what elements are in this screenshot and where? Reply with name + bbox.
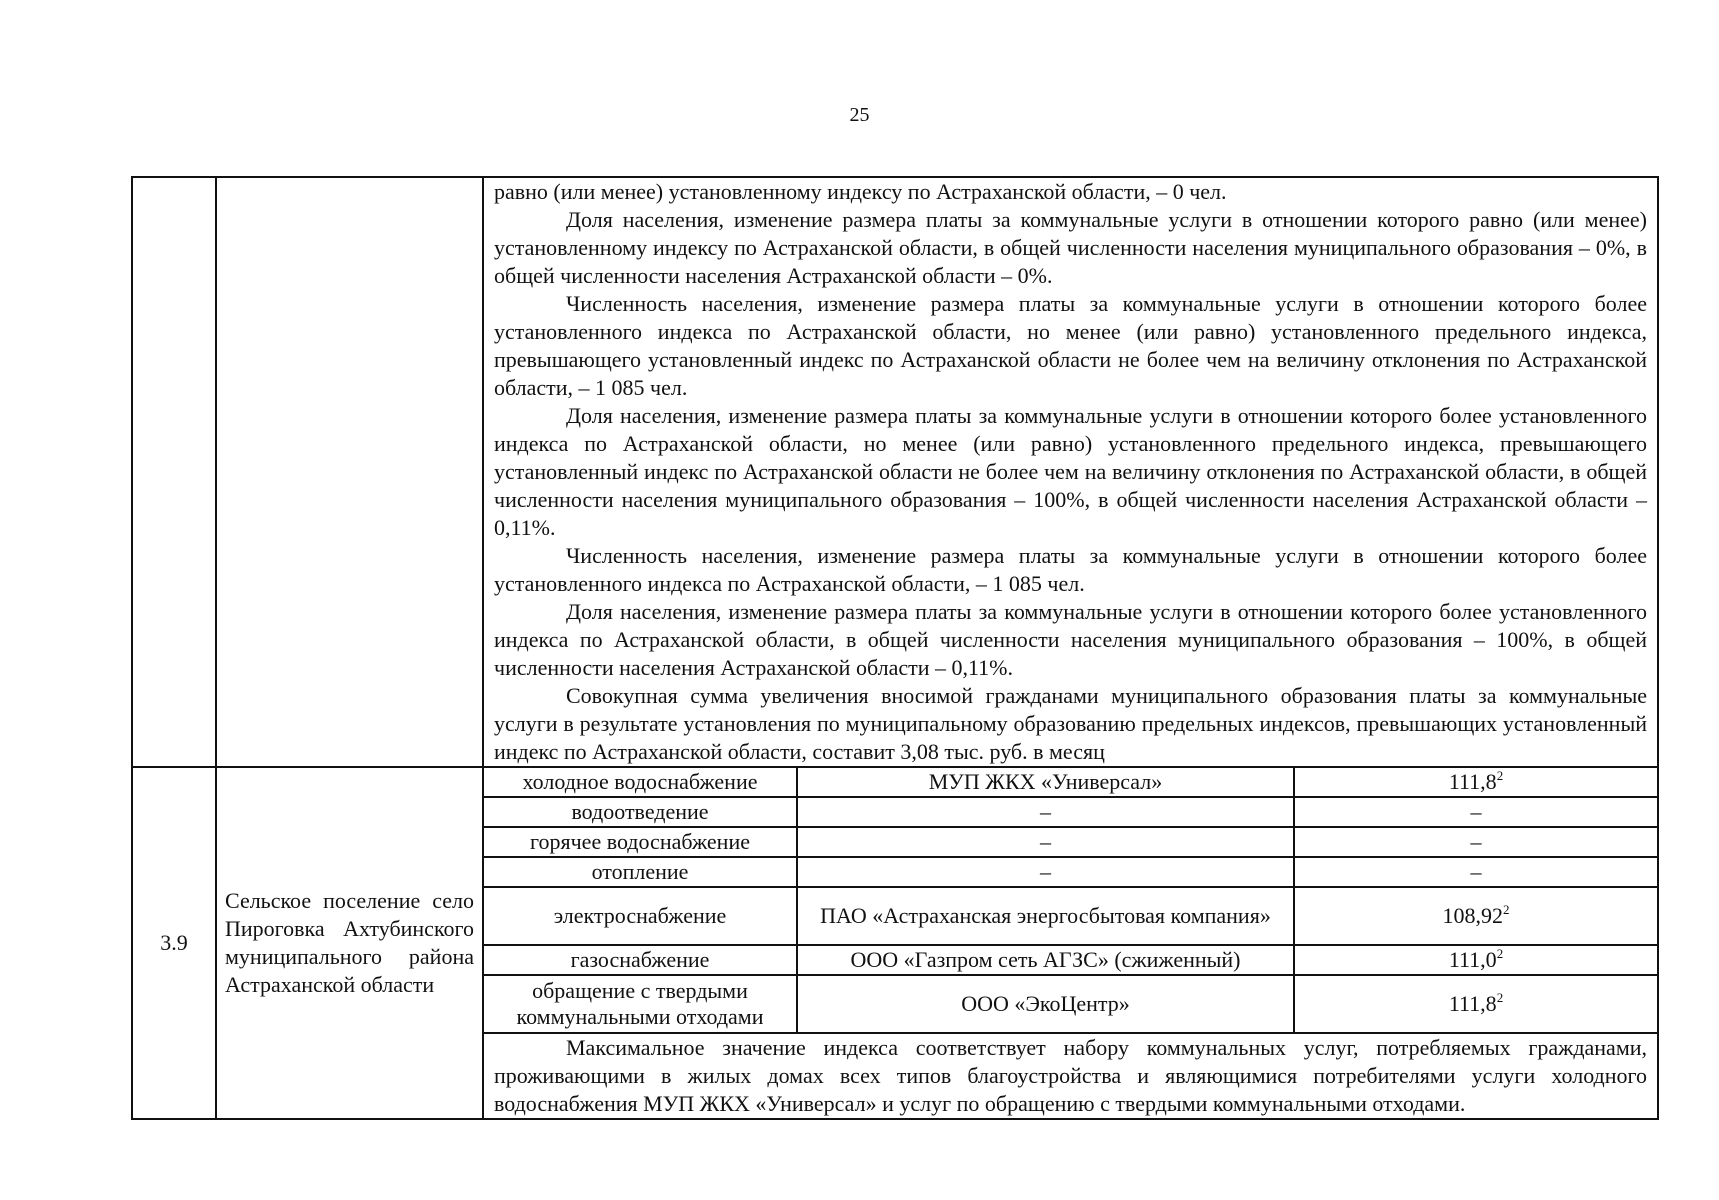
index-value: 108,92$^2$ bbox=[1294, 887, 1658, 945]
index-value: 111,0$^2$ bbox=[1294, 945, 1658, 975]
service-name: холодное водоснабжение bbox=[483, 767, 797, 797]
service-name: электроснабжение bbox=[483, 887, 797, 945]
provider-name: ООО «Газпром сеть АГЗС» (сжиженный) bbox=[797, 945, 1294, 975]
provider-name: – bbox=[797, 857, 1294, 887]
provider-name: – bbox=[797, 797, 1294, 827]
paragraph: Совокупная сумма увеличения вносимой гражданами муниципального образования платы за коммунальные услуги в результате установления по муниципальному образованию предельных индексов, превышающих установленный индекс по Астраханской области, составит 3,08 тыс. руб. в месяц bbox=[494, 683, 1648, 764]
provider-name: – bbox=[797, 827, 1294, 857]
continuation-name-cell bbox=[216, 177, 483, 767]
service-name: обращение с твердыми коммунальными отходами bbox=[483, 975, 797, 1033]
service-name: отопление bbox=[483, 857, 797, 887]
service-name: водоотведение bbox=[483, 797, 797, 827]
provider-name: ООО «ЭкоЦентр» bbox=[797, 975, 1294, 1033]
index-value: – bbox=[1294, 827, 1658, 857]
page-number: 25 bbox=[849, 104, 870, 126]
footnote-mark: 2 bbox=[1496, 768, 1504, 783]
paragraph: Доля населения, изменение размера платы за коммунальные услуги в отношении которого более установленного индекса по Астраханской области, но менее (или равно) установленного предельного индекса, превышающего установленный индекс по Астраханской области не более чем на величину отклонения по Астраханской области, в общей численности населения муниципального образования – 100%, в общей численности населения Астраханской области – 0,11%. bbox=[494, 403, 1648, 540]
service-name: газоснабжение bbox=[483, 945, 797, 975]
paragraph: Доля населения, изменение размера платы за коммунальные услуги в отношении которого более установленного индекса по Астраханской области, в общей численности населения муниципального образования – 100%, в общей численности населения Астраханской области – 0,11%. bbox=[494, 599, 1648, 680]
index-value: 111,8$^2$ bbox=[1294, 767, 1658, 797]
municipality-name: Сельское поселение село Пироговка Ахтубинского муниципального района Астраханской области bbox=[216, 767, 483, 1119]
footnote-mark: 2 bbox=[1496, 946, 1504, 961]
summary-text: Максимальное значение индекса соответствует набору коммунальных услуг, потребляемых гражданами, проживающими в жилых домах всех типов благоустройства и являющимися потребителями услуги холодного водоснабжения МУП ЖКХ «Универсал» и услуг по обращению с твердыми коммунальными отходами. bbox=[494, 1035, 1648, 1116]
footnote-mark: 2 bbox=[1503, 902, 1510, 917]
paragraph: Доля населения, изменение размера платы за коммунальные услуги в отношении которого равно (или менее) установленному индексу по Астраханской области, в общей численности населения муниципального образования – 0%, в общей численности населения Астраханской области – 0%. bbox=[494, 207, 1648, 288]
entry-number: 3.9 bbox=[132, 767, 216, 1119]
provider-name: ПАО «Астраханская энергосбытовая компания» bbox=[797, 887, 1294, 945]
continuation-text-cell bbox=[483, 177, 1658, 767]
paragraph: Численность населения, изменение размера платы за коммунальные услуги в отношении которого более установленного индекса по Астраханской области, но менее (или равно) установленного предельного индекса, превышающего установленный индекс по Астраханской области не более чем на величину отклонения по Астраханской области, – 1 085 чел. bbox=[494, 291, 1648, 400]
paragraph: равно (или менее) установленному индексу по Астраханской области, – 0 чел. bbox=[494, 179, 1227, 204]
service-row bbox=[132, 767, 1658, 797]
continuation-number-cell bbox=[132, 177, 216, 767]
paragraph: Численность населения, изменение размера платы за коммунальные услуги в отношении которого более установленного индекса по Астраханской области, – 1 085 чел. bbox=[494, 543, 1648, 596]
footnote-mark: 2 bbox=[1496, 990, 1504, 1005]
continuation-row bbox=[132, 177, 1658, 767]
index-value: – bbox=[1294, 797, 1658, 827]
provider-name: МУП ЖКХ «Универсал» bbox=[797, 767, 1294, 797]
index-value: 111,8$^2$ bbox=[1294, 975, 1658, 1033]
summary-cell bbox=[483, 1033, 1658, 1119]
index-value: – bbox=[1294, 857, 1658, 887]
service-name: горячее водоснабжение bbox=[483, 827, 797, 857]
tariff-index-table bbox=[131, 176, 1659, 1120]
